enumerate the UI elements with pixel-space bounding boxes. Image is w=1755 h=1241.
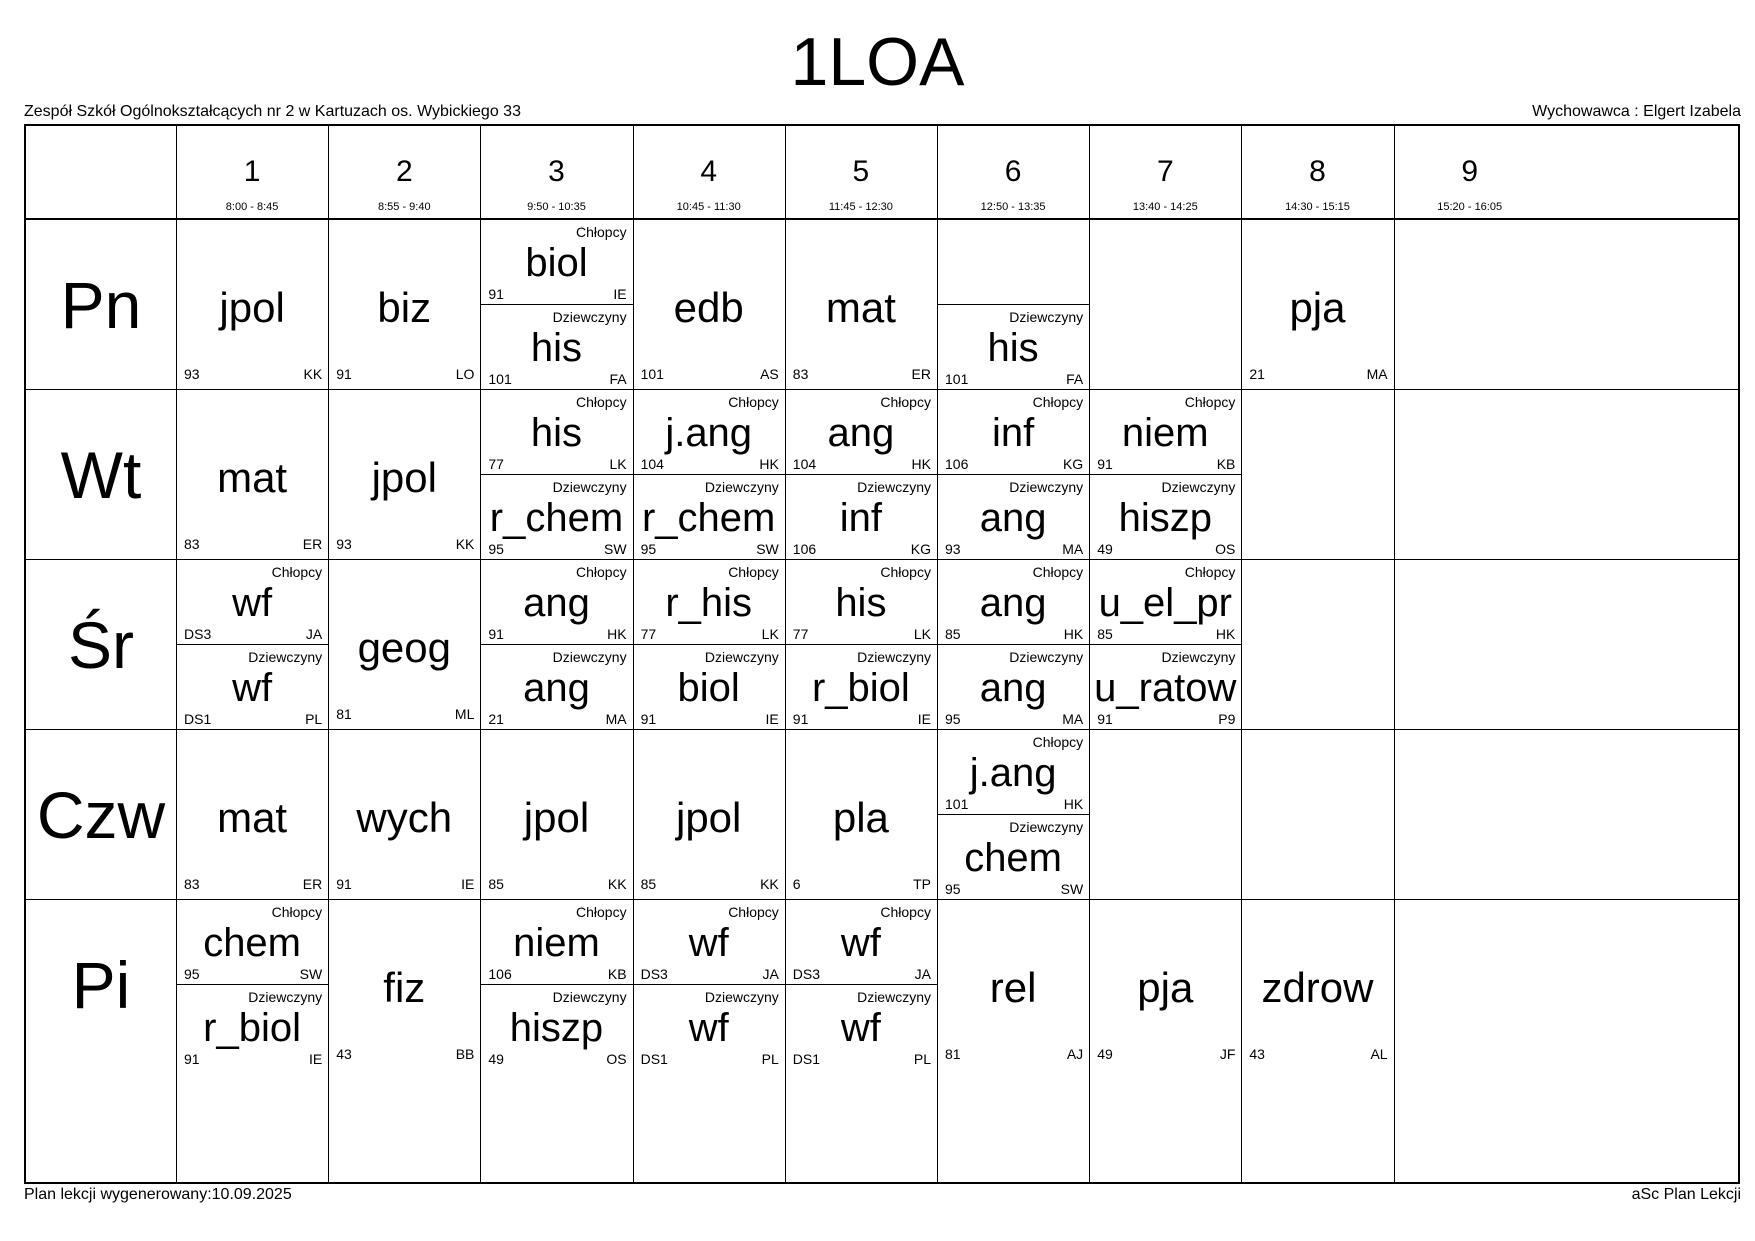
- subject-name: biol: [525, 241, 588, 285]
- room-number: 106: [792, 541, 817, 557]
- room-number: 91: [640, 711, 657, 727]
- subject-name: rel: [989, 964, 1037, 1011]
- lesson-cell-boys[interactable]: [937, 730, 1089, 815]
- teacher-code: SW: [756, 541, 779, 557]
- subject-name: wf: [232, 666, 273, 710]
- period-number: 4: [700, 155, 718, 188]
- subject-name: u_el_pr: [1098, 581, 1232, 625]
- day-label: Czw: [36, 778, 166, 852]
- lesson-cell-girls[interactable]: [785, 475, 937, 560]
- period-time: 8:00 - 8:45: [225, 201, 279, 213]
- teacher-code: AJ: [1066, 1046, 1084, 1062]
- room-number: 77: [640, 626, 657, 642]
- subject-name: niem: [1121, 411, 1209, 455]
- lesson-cell-boys[interactable]: [176, 560, 328, 645]
- lesson-cell[interactable]: [1241, 220, 1393, 390]
- group-label: Dziewczyny: [552, 989, 627, 1005]
- lesson-cell-girls[interactable]: [1089, 475, 1241, 560]
- room-number: 77: [792, 626, 809, 642]
- period-number: 6: [1004, 155, 1022, 188]
- group-label: Dziewczyny: [552, 479, 627, 495]
- generated-date: Plan lekcji wygenerowany:10.09.2025: [24, 1186, 292, 1203]
- lesson-cell-boys[interactable]: [785, 900, 937, 985]
- subject-name: ang: [979, 496, 1047, 540]
- page-title: 1LOA: [790, 24, 965, 100]
- subject-name: biol: [677, 666, 740, 710]
- teacher-code: PL: [913, 1051, 931, 1067]
- subject-name: jpol: [523, 794, 590, 841]
- room-number: 95: [945, 881, 961, 897]
- period-time: 15:20 - 16:05: [1437, 201, 1503, 213]
- room-number: DS3: [184, 626, 212, 642]
- teacher-code: JF: [1219, 1046, 1236, 1062]
- teacher-code: HK: [607, 626, 627, 642]
- lesson-cell-girls[interactable]: [937, 815, 1089, 900]
- teacher-code: LO: [455, 366, 475, 382]
- teacher-code: KG: [1062, 456, 1084, 472]
- period-time: 14:30 - 15:15: [1285, 201, 1350, 213]
- teacher-code: IE: [308, 1051, 323, 1067]
- room-number: 81: [945, 1046, 961, 1062]
- group-label: Dziewczyny: [552, 649, 627, 665]
- room-number: 81: [336, 706, 352, 722]
- subject-name: ang: [979, 581, 1047, 625]
- subject-name: mat: [825, 284, 896, 331]
- lesson-cell-girls[interactable]: [480, 475, 632, 560]
- room-number: 49: [1097, 1046, 1113, 1062]
- subject-name: jpol: [675, 794, 742, 841]
- room-number: 101: [945, 796, 969, 812]
- subject-name: his: [987, 326, 1039, 370]
- subject-name: his: [835, 581, 887, 625]
- lesson-cell-girls[interactable]: [633, 985, 785, 1070]
- lesson-cell-girls[interactable]: [633, 475, 785, 560]
- school-name: Zespół Szkół Ogólnokształcących nr 2 w Kartuzach os. Wybickiego 33: [24, 103, 521, 120]
- period-number: 7: [1156, 155, 1174, 188]
- room-number: 95: [488, 541, 504, 557]
- group-label: Chłopcy: [880, 904, 931, 920]
- room-number: 95: [945, 711, 961, 727]
- subject-name: inf: [839, 496, 883, 540]
- teacher-code: MA: [605, 711, 627, 727]
- group-label: Chłopcy: [1032, 394, 1084, 410]
- teacher-code: KK: [607, 876, 627, 892]
- room-number: 83: [792, 366, 809, 382]
- teacher-code: KB: [1216, 456, 1236, 472]
- group-label: Dziewczyny: [1009, 309, 1084, 325]
- group-label: Dziewczyny: [1161, 479, 1236, 495]
- subject-name: pja: [1289, 284, 1346, 331]
- teacher-code: KK: [303, 366, 323, 382]
- software-credit: aSc Plan Lekcji: [1631, 1186, 1741, 1203]
- group-label: Chłopcy: [271, 904, 323, 920]
- lesson-cell-boys[interactable]: [633, 390, 785, 475]
- subject-name: wf: [840, 921, 881, 965]
- subject-name: wf: [688, 921, 729, 965]
- subject-name: wf: [840, 1006, 881, 1050]
- teacher-code: MA: [1062, 711, 1084, 727]
- room-number: 91: [488, 626, 504, 642]
- group-label: Dziewczyny: [704, 479, 779, 495]
- subject-name: jpol: [371, 454, 437, 501]
- period-time: 8:55 - 9:40: [377, 201, 431, 213]
- period-number: 3: [548, 155, 565, 188]
- lesson-cell-boys[interactable]: [176, 900, 328, 985]
- class-teacher: Wychowawca : Elgert Izabela: [1532, 103, 1741, 120]
- teacher-code: MA: [1366, 366, 1388, 382]
- subject-name: ang: [523, 666, 590, 710]
- lesson-cell-girls[interactable]: [937, 305, 1089, 390]
- lesson-cell-girls[interactable]: [937, 645, 1089, 730]
- day-label: Pn: [60, 268, 142, 342]
- room-number: DS1: [640, 1051, 668, 1067]
- subject-name: r_biol: [203, 1006, 302, 1050]
- lesson-cell[interactable]: [480, 730, 632, 900]
- lesson-cell[interactable]: [328, 220, 480, 390]
- group-label: Dziewczyny: [1009, 819, 1084, 835]
- teacher-code: ER: [302, 876, 323, 892]
- teacher-code: IE: [613, 286, 627, 302]
- lesson-cell-girls[interactable]: [480, 305, 632, 390]
- subject-name: his: [530, 411, 583, 455]
- group-label: Dziewczyny: [857, 479, 931, 495]
- room-number: DS1: [792, 1051, 821, 1067]
- group-label: Dziewczyny: [857, 989, 931, 1005]
- group-label: Dziewczyny: [704, 649, 779, 665]
- teacher-code: JA: [762, 966, 779, 982]
- timetable-grid: [24, 124, 1740, 1184]
- lesson-cell-boys[interactable]: [937, 390, 1089, 475]
- room-number: 95: [640, 541, 657, 557]
- room-number: 21: [488, 711, 504, 727]
- subject-name: pla: [832, 794, 889, 841]
- subject-name: pja: [1137, 964, 1194, 1011]
- period-time: 13:40 - 14:25: [1132, 201, 1198, 213]
- group-label: Dziewczyny: [552, 309, 627, 325]
- room-number: 83: [184, 876, 200, 892]
- period-number: 2: [395, 155, 413, 188]
- teacher-code: ER: [302, 536, 323, 552]
- period-time: 10:45 - 11:30: [676, 201, 741, 213]
- lesson-cell[interactable]: [176, 730, 328, 900]
- teacher-code: SW: [604, 541, 627, 557]
- group-label: Dziewczyny: [248, 649, 323, 665]
- subject-name: biz: [377, 284, 432, 331]
- teacher-code: HK: [759, 456, 779, 472]
- period-time: 11:45 - 12:30: [828, 201, 893, 213]
- lesson-cell-boys[interactable]: [480, 390, 632, 475]
- subject-name: zdrow: [1261, 964, 1374, 1011]
- subject-name: edb: [673, 284, 744, 331]
- lesson-cell[interactable]: [328, 900, 480, 1070]
- teacher-code: IE: [917, 711, 931, 727]
- lesson-cell-girls[interactable]: [480, 645, 632, 730]
- lesson-cell[interactable]: [633, 220, 785, 390]
- room-number: 106: [945, 456, 969, 472]
- room-number: 91: [488, 286, 504, 302]
- room-number: 104: [640, 456, 664, 472]
- group-label: Dziewczyny: [1009, 649, 1084, 665]
- teacher-code: BB: [455, 1046, 475, 1062]
- room-number: 106: [488, 966, 512, 982]
- subject-name: u_ratow: [1094, 666, 1237, 710]
- lesson-cell-girls[interactable]: [785, 985, 937, 1070]
- period-number: 9: [1461, 155, 1479, 188]
- group-label: Dziewczyny: [248, 989, 323, 1005]
- subject-name: wych: [356, 794, 453, 841]
- room-number: 93: [336, 536, 352, 552]
- lesson-cell[interactable]: [1089, 900, 1241, 1070]
- lesson-cell-boys[interactable]: [785, 390, 937, 475]
- teacher-code: OS: [606, 1051, 627, 1067]
- lesson-cell-girls[interactable]: [176, 645, 328, 730]
- lesson-cell[interactable]: [633, 730, 785, 900]
- period-number: 8: [1309, 155, 1326, 188]
- subject-name: wf: [688, 1006, 729, 1050]
- teacher-code: HK: [1063, 626, 1084, 642]
- group-label: Dziewczyny: [704, 989, 779, 1005]
- lesson-cell-boys[interactable]: [785, 560, 937, 645]
- room-number: 83: [184, 536, 200, 552]
- teacher-code: FA: [609, 371, 627, 387]
- room-number: 93: [945, 541, 961, 557]
- group-label: Chłopcy: [575, 904, 627, 920]
- lesson-cell-boys[interactable]: [480, 220, 632, 305]
- room-number: 91: [1097, 456, 1113, 472]
- subject-name: hiszp: [509, 1006, 604, 1050]
- group-label: Chłopcy: [575, 564, 627, 580]
- room-number: 43: [1249, 1046, 1265, 1062]
- room-number: 91: [792, 711, 809, 727]
- teacher-code: P9: [1218, 711, 1236, 727]
- lesson-cell-girls[interactable]: [1089, 645, 1241, 730]
- room-number: 101: [640, 366, 664, 382]
- group-label: Chłopcy: [880, 564, 931, 580]
- group-label: Chłopcy: [728, 394, 779, 410]
- subject-name: chem: [964, 836, 1062, 880]
- room-number: 101: [488, 371, 512, 387]
- subject-name: j.ang: [969, 751, 1057, 795]
- subject-name: ang: [523, 581, 590, 625]
- lesson-cell-boys[interactable]: [937, 560, 1089, 645]
- group-label: Chłopcy: [575, 394, 627, 410]
- group-label: Chłopcy: [271, 564, 323, 580]
- teacher-code: MA: [1062, 541, 1084, 557]
- column-divider: [1394, 126, 1395, 1182]
- room-number: DS3: [640, 966, 668, 982]
- teacher-code: PL: [761, 1051, 779, 1067]
- group-label: Chłopcy: [1032, 564, 1084, 580]
- period-time: 12:50 - 13:35: [980, 201, 1046, 213]
- teacher-code: KG: [910, 541, 931, 557]
- period-number: 5: [852, 155, 870, 188]
- room-number: 85: [1097, 626, 1113, 642]
- subject-name: hiszp: [1118, 496, 1212, 540]
- room-number: 49: [1097, 541, 1113, 557]
- teacher-code: LK: [913, 626, 931, 642]
- lesson-cell-girls[interactable]: [937, 475, 1089, 560]
- lesson-cell-boys[interactable]: [633, 560, 785, 645]
- subject-name: chem: [203, 921, 301, 965]
- teacher-code: KK: [760, 876, 779, 892]
- subject-name: wf: [232, 581, 273, 625]
- subject-name: jpol: [219, 284, 285, 331]
- group-label: Chłopcy: [880, 394, 931, 410]
- lesson-cell[interactable]: [1241, 900, 1393, 1070]
- room-number: 6: [792, 876, 801, 892]
- subject-name: r_his: [665, 581, 753, 625]
- teacher-code: IE: [765, 711, 779, 727]
- teacher-code: IE: [461, 876, 475, 892]
- day-label: Pi: [71, 948, 131, 1022]
- room-number: 21: [1249, 366, 1265, 382]
- lesson-cell-boys[interactable]: [480, 560, 632, 645]
- lesson-cell-boys[interactable]: [1089, 560, 1241, 645]
- subject-name: j.ang: [665, 411, 753, 455]
- subject-name: geog: [357, 624, 451, 671]
- lesson-cell[interactable]: [176, 390, 328, 560]
- teacher-code: LK: [761, 626, 779, 642]
- room-number: 91: [1097, 711, 1113, 727]
- teacher-code: SW: [1060, 881, 1084, 897]
- lesson-cell[interactable]: [328, 390, 480, 560]
- room-number: 85: [640, 876, 657, 892]
- teacher-code: JA: [914, 966, 931, 982]
- subject-name: r_chem: [489, 496, 624, 540]
- teacher-code: HK: [911, 456, 931, 472]
- room-number: 91: [336, 876, 352, 892]
- period-number: 1: [243, 155, 261, 188]
- subject-name: fiz: [383, 964, 426, 1011]
- room-number: 43: [336, 1046, 352, 1062]
- teacher-code: KK: [455, 536, 475, 552]
- lesson-cell-girls[interactable]: [785, 645, 937, 730]
- lesson-cell[interactable]: [937, 900, 1089, 1070]
- group-label: Chłopcy: [1184, 564, 1236, 580]
- teacher-code: HK: [1215, 626, 1236, 642]
- lesson-cell[interactable]: [785, 220, 937, 390]
- day-label: Śr: [68, 608, 134, 682]
- room-number: 104: [792, 456, 817, 472]
- room-number: 85: [945, 626, 961, 642]
- room-number: 91: [336, 366, 352, 382]
- group-label: Dziewczyny: [1009, 479, 1084, 495]
- teacher-code: PL: [305, 711, 323, 727]
- teacher-code: ML: [454, 706, 475, 722]
- teacher-code: HK: [1063, 796, 1084, 812]
- room-number: 101: [945, 371, 969, 387]
- group-label: Dziewczyny: [857, 649, 931, 665]
- room-number: 85: [488, 876, 504, 892]
- lesson-cell[interactable]: [328, 730, 480, 900]
- lesson-cell-boys[interactable]: [633, 900, 785, 985]
- group-label: Chłopcy: [575, 224, 627, 240]
- lesson-cell[interactable]: [176, 220, 328, 390]
- group-label: Chłopcy: [728, 564, 779, 580]
- room-number: 49: [488, 1051, 504, 1067]
- teacher-code: JA: [305, 626, 323, 642]
- room-number: 77: [488, 456, 504, 472]
- subject-name: mat: [217, 794, 288, 841]
- teacher-code: SW: [299, 966, 323, 982]
- group-label: Chłopcy: [1184, 394, 1236, 410]
- teacher-code: LK: [609, 456, 627, 472]
- subject-name: his: [530, 326, 583, 370]
- group-label: Dziewczyny: [1161, 649, 1236, 665]
- subject-name: mat: [217, 454, 288, 501]
- subject-name: ang: [979, 666, 1047, 710]
- teacher-code: TP: [913, 876, 931, 892]
- lesson-cell-boys[interactable]: [1089, 390, 1241, 475]
- period-time: 9:50 - 10:35: [527, 201, 586, 213]
- lesson-cell-girls[interactable]: [480, 985, 632, 1070]
- teacher-code: OS: [1215, 541, 1236, 557]
- room-number: DS3: [792, 966, 821, 982]
- room-number: 95: [184, 966, 200, 982]
- lesson-cell[interactable]: [328, 560, 480, 730]
- lesson-cell-boys[interactable]: [480, 900, 632, 985]
- lesson-cell-girls[interactable]: [633, 645, 785, 730]
- teacher-code: AL: [1370, 1046, 1388, 1062]
- room-number: 91: [184, 1051, 200, 1067]
- subject-name: niem: [513, 921, 600, 965]
- room-number: DS1: [184, 711, 212, 727]
- group-label: Chłopcy: [728, 904, 779, 920]
- teacher-code: KB: [607, 966, 627, 982]
- teacher-code: FA: [1066, 371, 1084, 387]
- subject-name: inf: [991, 411, 1035, 455]
- lesson-cell[interactable]: [785, 730, 937, 900]
- room-number: 93: [184, 366, 200, 382]
- teacher-code: AS: [760, 366, 779, 382]
- group-label: Chłopcy: [1032, 734, 1084, 750]
- subject-name: r_chem: [641, 496, 776, 540]
- lesson-cell-girls[interactable]: [176, 985, 328, 1070]
- day-label: Wt: [60, 438, 142, 512]
- subject-name: ang: [827, 411, 895, 455]
- subject-name: r_biol: [811, 666, 910, 710]
- teacher-code: ER: [911, 366, 931, 382]
